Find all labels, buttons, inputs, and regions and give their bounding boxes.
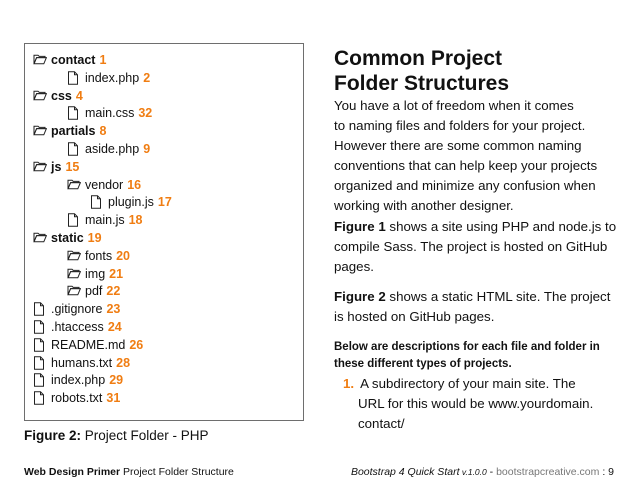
tree-item-number: 31	[106, 391, 121, 406]
tree-item-name: static	[51, 231, 84, 245]
list-line: contact/	[358, 416, 405, 431]
figure2-line: is hosted on GitHub pages.	[334, 309, 495, 324]
tree-item-number: 29	[109, 373, 124, 388]
figure1-line: compile Sass. The project is hosted on GitHub	[334, 239, 608, 254]
tree-item-name: vendor	[85, 177, 124, 192]
tree-row	[67, 140, 150, 158]
footer-url: bootstrapcreative.com	[496, 466, 600, 478]
folder-icon	[33, 231, 47, 245]
tree-item-number: 2	[143, 70, 151, 85]
tree-item-name: index.php	[85, 70, 140, 85]
tree-item-number: 23	[106, 302, 121, 317]
footer-right	[351, 466, 614, 478]
file-icon	[33, 338, 47, 352]
file-icon	[33, 320, 47, 334]
descriptions-intro	[334, 339, 624, 373]
folder-icon	[33, 89, 47, 103]
tree-item-number: 24	[107, 320, 122, 334]
tree-row	[33, 300, 120, 318]
tree-row	[90, 193, 172, 211]
list-line: URL for this would be www.yourdomain.	[358, 396, 594, 411]
tree-item-number: 9	[143, 142, 151, 156]
tree-item-number: 18	[128, 213, 143, 228]
intro-line: However there are some common naming	[334, 138, 582, 153]
tree-item-name: README.md	[51, 337, 126, 352]
tree-row	[67, 211, 143, 229]
tree-item-name: robots.txt	[51, 391, 103, 406]
tree-item-name: aside.php	[85, 142, 140, 156]
file-icon	[67, 106, 81, 120]
tree-item-number: 1	[99, 53, 107, 67]
folder-tree-panel	[24, 43, 304, 421]
page-title	[334, 46, 509, 96]
tree-item-number: 17	[157, 195, 172, 210]
tree-item-name: index.php	[51, 373, 106, 388]
title-line-2: Folder Structures	[334, 72, 510, 95]
tree-item-number: 19	[87, 231, 102, 245]
tree-item-name: img	[85, 266, 106, 281]
tree-item-name: js	[51, 159, 62, 174]
folder-icon	[67, 267, 81, 281]
tree-row	[33, 318, 122, 336]
folder-icon	[33, 124, 47, 138]
figure1-line: shows a site using PHP and node.js to	[385, 219, 617, 234]
tree-row	[67, 265, 123, 283]
tree-item-number: 8	[99, 124, 107, 139]
folder-icon	[33, 53, 47, 67]
folder-icon	[67, 178, 81, 192]
file-icon	[33, 302, 47, 316]
figure1-paragraph	[334, 217, 624, 277]
intro-line: You have a lot of freedom when it comes	[334, 98, 574, 113]
file-icon	[33, 373, 47, 387]
tree-row	[33, 51, 106, 69]
tree-item-number: 28	[116, 355, 131, 370]
tree-item-number: 32	[138, 106, 153, 121]
tree-row	[33, 87, 83, 105]
figure1-label: Figure 1	[334, 219, 386, 234]
file-icon	[67, 213, 81, 227]
folder-icon	[33, 160, 47, 174]
tree-item-number: 26	[129, 337, 144, 352]
figure-caption	[24, 428, 209, 443]
footer-section: Project Folder Structure	[120, 466, 234, 478]
tree-item-number: 16	[127, 177, 142, 192]
tree-row	[33, 122, 106, 140]
intro-line: conventions that can help keep your projects	[334, 158, 598, 173]
tree-item-name: partials	[51, 124, 96, 139]
file-icon	[90, 195, 104, 209]
tree-item-number: 21	[109, 266, 124, 281]
descriptions-line: Below are descriptions for each file and folder in	[334, 341, 600, 353]
tree-row	[33, 336, 143, 354]
tree-item-name: main.js	[85, 213, 125, 228]
figure1-line: pages.	[334, 259, 374, 274]
caption-text: Project Folder - PHP	[81, 428, 209, 443]
figure2-label: Figure 2	[334, 289, 386, 304]
tree-row	[33, 389, 120, 407]
footer-version: v.1.0.0	[459, 467, 487, 477]
tree-row	[67, 247, 130, 265]
tree-item-name: css	[51, 88, 72, 103]
footer-book-title: Web Design Primer	[24, 466, 121, 478]
title-line-1: Common Project	[334, 47, 503, 70]
caption-label: Figure 2:	[24, 428, 82, 443]
tree-item-number: 4	[75, 88, 83, 103]
file-icon	[33, 391, 47, 405]
figure2-paragraph	[334, 287, 624, 327]
descriptions-line: these different types of projects.	[334, 358, 512, 370]
footer-page-number: : 9	[599, 466, 614, 478]
figure2-line: shows a static HTML site. The project	[385, 289, 611, 304]
tree-item-name: main.css	[85, 106, 135, 121]
intro-line: organized and minimize any confusion when	[334, 178, 596, 193]
tree-item-name: .htaccess	[51, 320, 104, 334]
folder-icon	[67, 249, 81, 263]
file-icon	[33, 356, 47, 370]
intro-paragraph	[334, 96, 624, 216]
tree-item-name: pdf	[85, 284, 103, 299]
intro-line: to naming files and folders for your project.	[334, 118, 586, 133]
tree-row	[67, 176, 141, 194]
tree-row	[67, 282, 120, 300]
list-line: A subdirectory of your main site. The	[360, 376, 576, 391]
footer-guide-title: Bootstrap 4 Quick Start	[350, 466, 460, 478]
tree-item-number: 22	[106, 284, 121, 299]
footer-left	[24, 466, 234, 478]
tree-row	[33, 229, 102, 247]
list-number: 1.	[343, 376, 355, 391]
footer-separator: -	[486, 466, 497, 478]
tree-item-name: contact	[51, 53, 96, 67]
tree-item-number: 20	[116, 248, 131, 263]
file-icon	[67, 71, 81, 85]
tree-row	[67, 104, 152, 122]
tree-row	[33, 371, 123, 389]
tree-item-name: plugin.js	[108, 195, 154, 210]
tree-item-name: humans.txt	[51, 355, 113, 370]
tree-row	[67, 69, 150, 87]
tree-item-name: fonts	[85, 248, 113, 263]
list-item	[343, 374, 613, 434]
tree-row	[33, 354, 130, 372]
tree-row	[33, 158, 79, 176]
intro-line: working with another designer.	[334, 198, 514, 213]
tree-item-number: 15	[65, 159, 80, 174]
folder-icon	[67, 284, 81, 298]
tree-item-name: .gitignore	[51, 302, 103, 317]
file-icon	[67, 142, 81, 156]
